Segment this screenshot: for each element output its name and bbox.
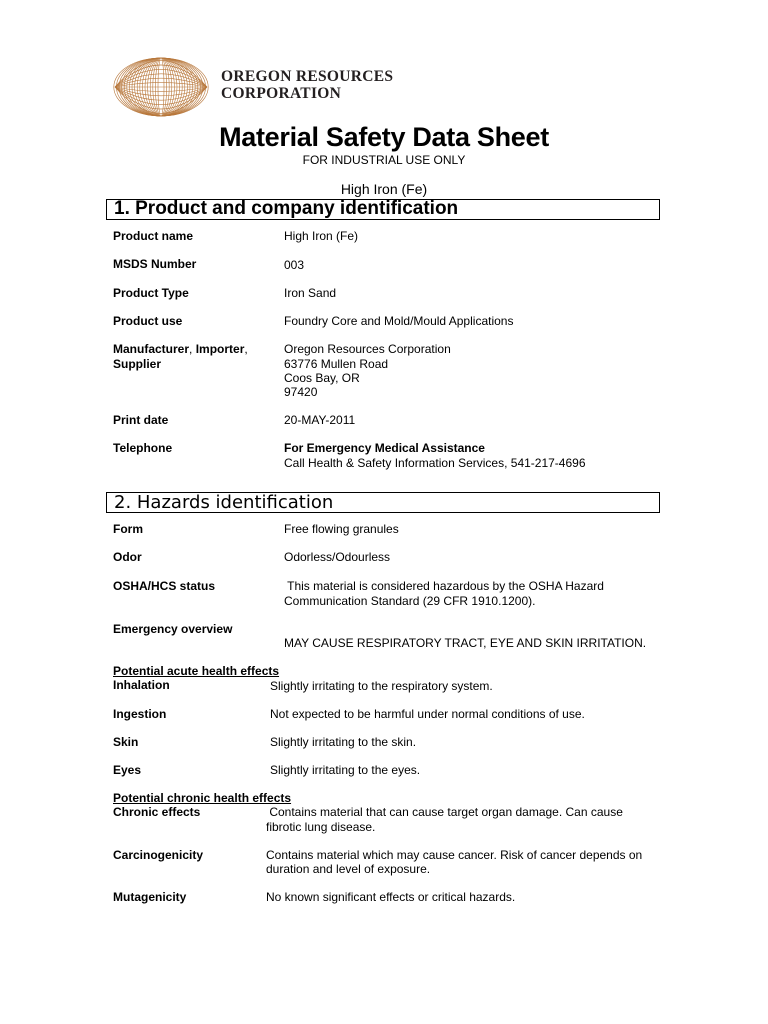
- inhalation-value: Slightly irritating to the respiratory system.: [270, 679, 493, 693]
- ingestion-label: Ingestion: [113, 707, 167, 721]
- mutagenicity-value: No known significant effects or critical hazards.: [266, 890, 516, 904]
- chronic-effects-heading: Potential chronic health effects: [113, 791, 292, 805]
- product-type-value: Iron Sand: [284, 286, 337, 300]
- document-subtitle: FOR INDUSTRIAL USE ONLY: [302, 153, 466, 167]
- carcinogenicity-label: Carcinogenicity: [113, 848, 204, 862]
- carcinogenicity-line-2: duration and level of exposure.: [266, 862, 431, 876]
- company-name-line1: OREGON RESOURCES: [221, 68, 394, 85]
- form-value: Free flowing granules: [284, 522, 399, 536]
- manufacturer-label-part: Manufacturer: [113, 342, 190, 356]
- ingestion-value: Not expected to be harmful under normal conditions of use.: [270, 707, 585, 721]
- carcinogenicity-line-1: Contains material which may cause cancer. Risk of cancer depends on: [266, 848, 643, 862]
- eyes-label: Eyes: [113, 763, 142, 777]
- telephone-label: Telephone: [113, 441, 173, 455]
- chronic-effects-line-1: Contains material that can cause target organ damage. Can cause: [266, 805, 623, 819]
- eyes-value: Slightly irritating to the eyes.: [270, 763, 421, 777]
- section-2-title: 2. Hazards identification: [114, 492, 334, 513]
- msds-number-value: 003: [284, 258, 305, 272]
- print-date-value: 20-MAY-2011: [284, 413, 356, 427]
- emergency-overview-label: Emergency overview: [113, 622, 233, 636]
- product-type-label: Product Type: [113, 286, 189, 300]
- address-line-3: Coos Bay, OR: [284, 371, 360, 385]
- manufacturer-label-separator: ,: [189, 342, 196, 356]
- section-1-header: [106, 199, 660, 220]
- emergency-overview-value: MAY CAUSE RESPIRATORY TRACT, EYE AND SKIN IRRITATION.: [284, 636, 647, 650]
- importer-label-separator: ,: [244, 342, 248, 356]
- importer-label-part: Importer: [195, 342, 245, 356]
- supplier-label: Supplier: [113, 357, 162, 371]
- section-2-header: [106, 492, 660, 513]
- product-use-label: Product use: [113, 314, 183, 328]
- telephone-value: Call Health & Safety Information Services, 541-217-4696: [284, 456, 586, 470]
- company-logo: [113, 55, 209, 119]
- form-label: Form: [113, 522, 143, 536]
- odor-label: Odor: [113, 550, 142, 564]
- product-use-value: Foundry Core and Mold/Mould Applications: [284, 314, 514, 328]
- msds-number-label: MSDS Number: [113, 257, 197, 271]
- telephone-heading: For Emergency Medical Assistance: [284, 441, 485, 455]
- print-date-label: Print date: [113, 413, 169, 427]
- osha-status-line-2: Communication Standard (29 CFR 1910.1200).: [284, 594, 536, 608]
- manufacturer-label: [113, 342, 248, 357]
- address-line-1: Oregon Resources Corporation: [284, 342, 451, 356]
- mutagenicity-label: Mutagenicity: [113, 890, 187, 904]
- skin-value: Slightly irritating to the skin.: [270, 735, 417, 749]
- document-title: Material Safety Data Sheet: [219, 122, 549, 152]
- odor-value: Odorless/Odourless: [284, 550, 391, 564]
- chronic-effects-line-2: fibrotic lung disease.: [266, 820, 376, 834]
- chronic-effects-label: Chronic effects: [113, 805, 201, 819]
- acute-effects-heading: Potential acute health effects: [113, 664, 280, 678]
- inhalation-label: Inhalation: [113, 678, 170, 692]
- company-name-line2: CORPORATION: [221, 85, 342, 102]
- product-heading: High Iron (Fe): [340, 181, 428, 197]
- product-name-label: Product name: [113, 229, 194, 243]
- address-line-4: 97420: [284, 385, 318, 399]
- section-1-title: 1. Product and company identification: [114, 198, 459, 219]
- product-name-value: High Iron (Fe): [284, 229, 359, 243]
- osha-status-line-1: This material is considered hazardous by the OSHA Hazard: [284, 579, 604, 593]
- osha-status-label: OSHA/HCS status: [113, 579, 216, 593]
- address-line-2: 63776 Mullen Road: [284, 357, 389, 371]
- skin-label: Skin: [113, 735, 139, 749]
